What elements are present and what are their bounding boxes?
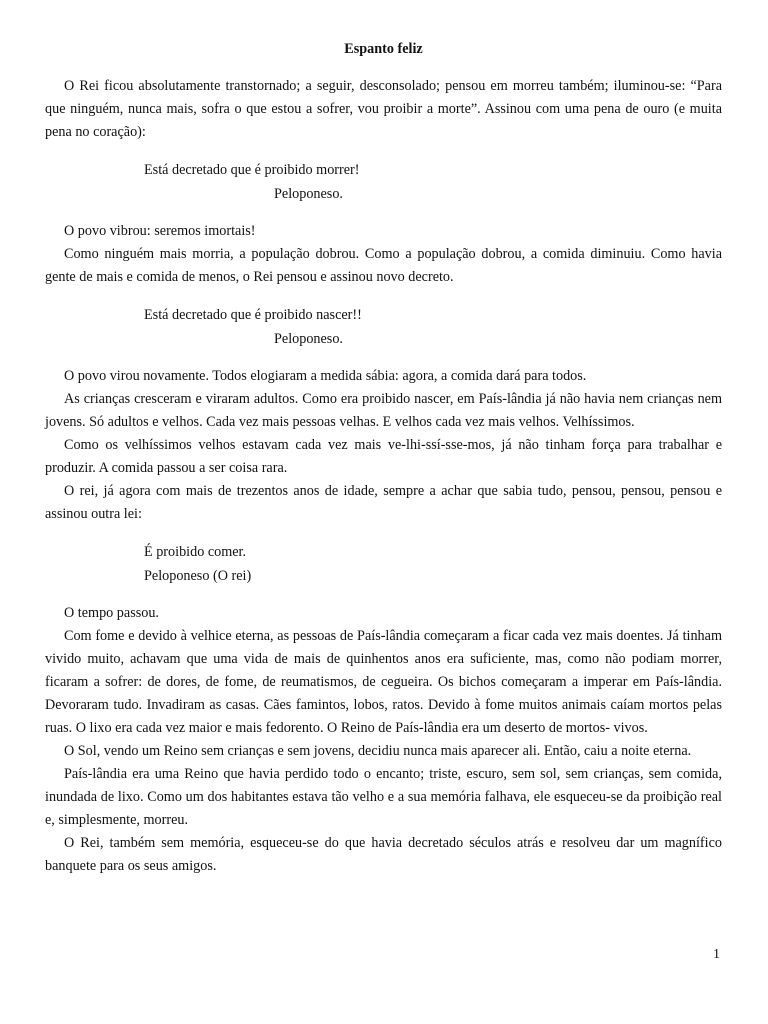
decree-text: Está decretado que é proibido morrer! [144,162,360,178]
decree-text: Está decretado que é proibido nascer!! [144,307,362,323]
paragraph: O rei, já agora com mais de trezentos anos de idade, sempre a achar que sabia tudo, pensou, pensou, pensou e assinou outra lei: [45,483,722,522]
paragraph: Como ninguém mais morria, a população dobrou. Como a população dobrou, a comida diminuiu. Como havia gente de mais e comida de menos, o Rei pensou e assinou novo decreto. [45,246,722,285]
decree-signature: Peloponeso (O rei) [144,568,252,584]
paragraph: O tempo passou. [64,605,159,621]
document-page [45,38,722,878]
paragraph: O Sol, vendo um Reino sem crianças e sem jovens, decidiu nunca mais aparecer ali. Então, caiu a noite eterna. [64,743,692,759]
paragraph: Com fome e devido à velhice eterna, as pessoas de País-lândia começaram a ficar cada vez mais doentes. Já tinham vivido muito, achavam que uma vida de mais de quinhentos anos era suficiente, mas, como não podiam morrer, ficaram a sofrer: de dores, de fome, de reumatismos, de cegueira. Os bichos começaram a imperar em País-lândia. Devoraram tudo. Invadiram as casas. Cães famintos, lobos, ratos. Devido à fome muitos animais caíam mortos pelas ruas. O lixo era cada vez maior e mais fedorento. O Reino de País-lândia era um deserto de mortos- vivos. [45,628,722,736]
paragraph: País-lândia era uma Reino que havia perdido todo o encanto; triste, escuro, sem sol, sem crianças, sem comida, inundada de lixo. Como um dos habitantes estava tão velho e a sua memória falhava, ele esqueceu-se da proibição real e, simplesmente, morreu. [45,766,722,828]
paragraph: As crianças cresceram e viraram adultos. Como era proibido nascer, em País-lândia já não havia nem crianças nem jovens. Só adultos e velhos. Cada vez mais pessoas velhas. E velhos cada vez mais velhos. Velhíssimos. [45,391,722,430]
paragraph: Como os velhíssimos velhos estavam cada vez mais ve-lhi-ssí-sse-mos, já não tinham força para trabalhar e produzir. A comida passou a ser coisa rara. [45,437,722,476]
decree-text: É proibido comer. [144,544,247,560]
paragraph: O Rei, também sem memória, esqueceu-se do que havia decretado séculos atrás e resolveu dar um magnífico banquete para os seus amigos. [45,835,722,874]
decree-signature: Peloponeso. [274,186,343,202]
paragraph: O povo vibrou: seremos imortais! [64,223,256,239]
decree-block [45,303,722,351]
page-number: 1 [713,947,720,962]
document-title: Espanto feliz [344,41,423,57]
decree-block [45,158,722,206]
decree-signature: Peloponeso. [274,331,343,347]
paragraph: O Rei ficou absolutamente transtornado; a seguir, desconsolado; pensou em morreu também; iluminou-se: “Para que ninguém, nunca mais, sofra o que estou a sofrer, vou proibir a morte”. Assinou com uma pena de ouro (e muita pena no coração): [45,78,722,140]
paragraph: O povo virou novamente. Todos elogiaram a medida sábia: agora, a comida dará para todos. [64,368,587,384]
decree-block [45,540,722,588]
